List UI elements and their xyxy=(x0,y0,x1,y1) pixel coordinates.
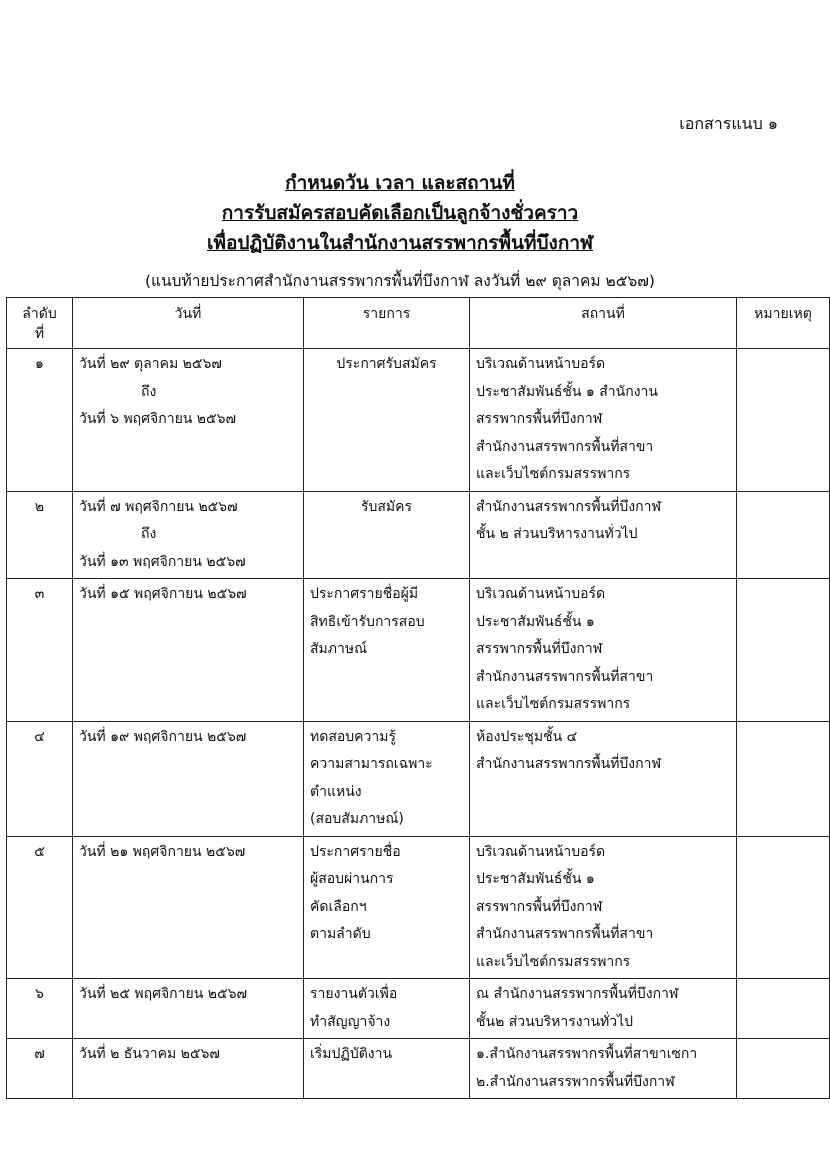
header-date: วันที่ xyxy=(73,298,304,349)
table-row xyxy=(7,579,830,722)
date-line: วันที่ ๒๑ พฤศจิกายน ๒๕๖๗ xyxy=(79,843,246,860)
item-line: ทำสัญญาจ้าง xyxy=(310,1013,391,1030)
item-line: (สอบสัมภาษณ์) xyxy=(310,811,404,827)
item-line: ผู้สอบผ่านการ xyxy=(310,871,394,887)
cell-item xyxy=(304,721,470,836)
cell-date xyxy=(73,979,304,1039)
item-line: ตามลำดับ xyxy=(310,926,371,942)
cell-note xyxy=(737,979,830,1039)
cell-note xyxy=(737,349,830,492)
row-number: ๓ xyxy=(7,579,73,722)
title-line-3: เพื่อปฏิบัติงานในสำนักงานสรรพากรพื้นที่บึงกาฬ xyxy=(207,232,593,254)
place-line: บริเวณด้านหน้าบอร์ด xyxy=(476,843,606,860)
cell-date xyxy=(73,836,304,979)
place-line: สำนักงานสรรพากรพื้นที่สาขา xyxy=(476,668,654,685)
date-line: วันที่ ๑๕ พฤศจิกายน ๒๕๖๗ xyxy=(79,586,247,602)
cell-place xyxy=(470,979,737,1039)
subtitle: (แนบท้ายประกาศสำนักงานสรรพากรพื้นที่บึงกาฬ ลงวันที่ ๒๙ ตุลาคม ๒๕๖๗) xyxy=(145,272,655,290)
cell-place xyxy=(470,721,737,836)
date-line: วันที่ ๗ พฤศจิกายน ๒๕๖๗ xyxy=(79,498,238,515)
cell-note xyxy=(737,491,830,579)
cell-item xyxy=(304,836,470,979)
header-no xyxy=(7,298,73,349)
place-line: ชั้น๒ ส่วนบริหารงานทั่วไป xyxy=(476,1013,634,1030)
attachment-label: เอกสารแนบ ๑ xyxy=(679,114,778,133)
item-line: ความสามารถเฉพาะ xyxy=(310,756,433,772)
header-place: สถานที่ xyxy=(470,298,737,349)
place-line: สำนักงานสรรพากรพื้นที่สาขา xyxy=(476,926,654,942)
table-body xyxy=(7,349,830,1099)
row-number: ๕ xyxy=(7,836,73,979)
place-line: และเว็บไซต์กรมสรรพากร xyxy=(476,696,631,712)
cell-note xyxy=(737,1039,830,1099)
header-no-line-2: ที่ xyxy=(34,326,45,342)
document-title xyxy=(0,168,800,258)
cell-item xyxy=(304,979,470,1039)
table-header-row xyxy=(7,298,830,349)
cell-item xyxy=(304,1039,470,1099)
row-number: ๔ xyxy=(7,721,73,836)
cell-place xyxy=(470,1039,737,1099)
cell-date xyxy=(73,349,304,492)
place-line: สำนักงานสรรพากรพื้นที่บึงกาฬ xyxy=(476,756,662,772)
cell-date xyxy=(73,1039,304,1099)
date-line: วันที่ ๑๓ พฤศจิกายน ๒๕๖๗ xyxy=(79,553,246,570)
item-line: ประกาศรับสมัคร xyxy=(336,356,437,372)
cell-place xyxy=(470,491,737,579)
item-line: ทดสอบความรู้ xyxy=(310,728,396,745)
table-row xyxy=(7,979,830,1039)
table-row xyxy=(7,1039,830,1099)
place-line: บริเวณด้านหน้าบอร์ด xyxy=(476,586,606,602)
item-line: รายงานตัวเพื่อ xyxy=(310,986,398,1002)
date-line: วันที่ ๖ พฤศจิกายน ๒๕๖๗ xyxy=(79,411,237,427)
cell-item xyxy=(304,579,470,722)
place-line: ประชาสัมพันธ์ชั้น ๑ xyxy=(476,871,595,887)
item-line: ประกาศรายชื่อ xyxy=(310,843,401,860)
cell-note xyxy=(737,836,830,979)
cell-date xyxy=(73,721,304,836)
table-row xyxy=(7,836,830,979)
date-line: วันที่ ๒ ธันวาคม ๒๕๖๗ xyxy=(79,1046,220,1062)
place-line: ห้องประชุมชั้น ๔ xyxy=(476,728,578,745)
date-line: ถึง xyxy=(141,383,157,400)
place-line: สรรพากรพื้นที่บึงกาฬ xyxy=(476,898,603,915)
date-line: วันที่ ๒๙ ตุลาคม ๒๕๖๗ xyxy=(79,356,222,372)
place-line: ประชาสัมพันธ์ชั้น ๑ xyxy=(476,613,595,630)
item-line: คัดเลือกฯ xyxy=(310,898,367,915)
cell-note xyxy=(737,721,830,836)
place-line: บริเวณด้านหน้าบอร์ด xyxy=(476,356,606,372)
place-line: ชั้น ๒ ส่วนบริหารงานทั่วไป xyxy=(476,526,638,542)
place-line: ประชาสัมพันธ์ชั้น ๑ สำนักงาน xyxy=(476,383,658,400)
cell-place xyxy=(470,836,737,979)
header-item: รายการ xyxy=(304,298,470,349)
schedule-table xyxy=(6,297,830,1099)
item-line: รับสมัคร xyxy=(360,498,413,515)
table-row xyxy=(7,721,830,836)
cell-place xyxy=(470,349,737,492)
place-line: ณ สำนักงานสรรพากรพื้นที่บึงกาฬ xyxy=(476,986,679,1002)
table-row xyxy=(7,491,830,579)
header-no-line-1: ลำดับ xyxy=(22,306,57,322)
cell-date xyxy=(73,579,304,722)
item-line: ประกาศรายชื่อผู้มี xyxy=(310,586,419,602)
place-line: สรรพากรพื้นที่บึงกาฬ xyxy=(476,411,603,427)
cell-item xyxy=(304,491,470,579)
date-line: วันที่ ๒๕ พฤศจิกายน ๒๕๖๗ xyxy=(79,986,247,1002)
date-line: วันที่ ๑๙ พฤศจิกายน ๒๕๖๗ xyxy=(79,728,247,745)
place-line: ๒.สำนักงานสรรพากรพื้นที่บึงกาฬ xyxy=(476,1073,675,1090)
date-line: ถึง xyxy=(141,526,157,542)
row-number: ๑ xyxy=(7,349,73,492)
cell-note xyxy=(737,579,830,722)
item-line: สิทธิเข้ารับการสอบ xyxy=(310,613,425,630)
title-line-1: กำหนดวัน เวลา และสถานที่ xyxy=(285,172,515,194)
cell-item xyxy=(304,349,470,492)
title-line-2: การรับสมัครสอบคัดเลือกเป็นลูกจ้างชั่วคราว xyxy=(221,202,579,224)
place-line: ๑.สำนักงานสรรพากรพื้นที่สาขาเซกา xyxy=(476,1046,698,1062)
item-line: เริ่มปฏิบัติงาน xyxy=(310,1046,393,1062)
header-note: หมายเหตุ xyxy=(737,298,830,349)
place-line: และเว็บไซต์กรมสรรพากร xyxy=(476,953,631,970)
item-line: ตำแหน่ง xyxy=(310,783,362,800)
cell-place xyxy=(470,579,737,722)
place-line: สรรพากรพื้นที่บึงกาฬ xyxy=(476,641,603,657)
place-line: สำนักงานสรรพากรพื้นที่สาขา xyxy=(476,438,654,455)
row-number: ๗ xyxy=(7,1039,73,1099)
item-line: สัมภาษณ์ xyxy=(310,641,368,657)
place-line: และเว็บไซต์กรมสรรพากร xyxy=(476,466,631,482)
row-number: ๖ xyxy=(7,979,73,1039)
table-row xyxy=(7,349,830,492)
cell-date xyxy=(73,491,304,579)
row-number: ๒ xyxy=(7,491,73,579)
place-line: สำนักงานสรรพากรพื้นที่บึงกาฬ xyxy=(476,498,662,515)
